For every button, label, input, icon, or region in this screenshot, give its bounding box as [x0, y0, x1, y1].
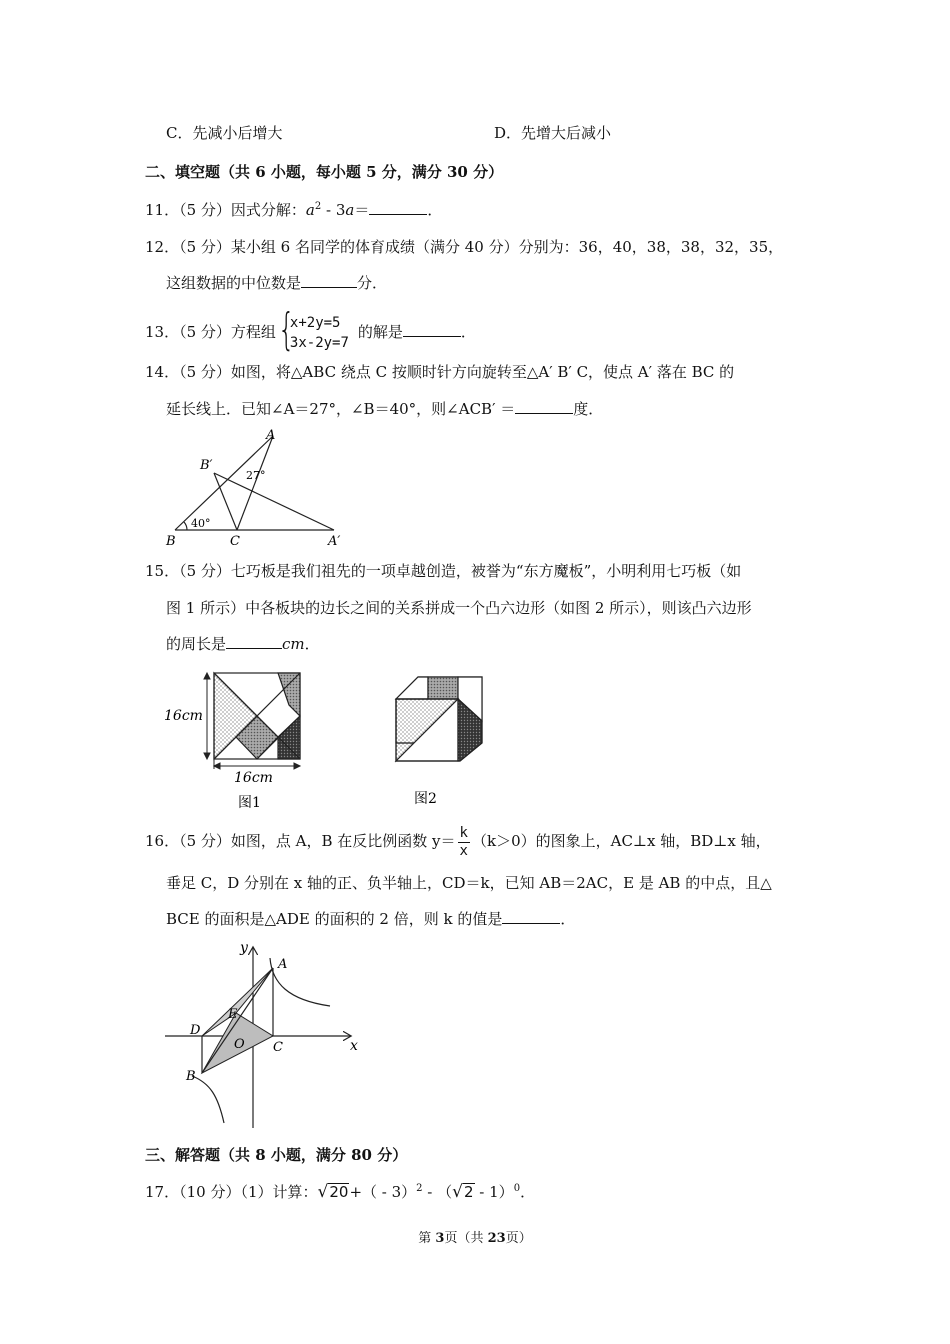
- question-13: [145, 304, 476, 355]
- section3-heading: 三、解答题（共 8 小题，满分 80 分）: [145, 1146, 408, 1164]
- q17-mid2: - （: [422, 1183, 453, 1201]
- option-c: C．先减小后增大: [166, 124, 283, 142]
- question-12-line2: [166, 273, 387, 293]
- label-y: y: [240, 940, 248, 956]
- radical-icon: √: [317, 1182, 329, 1202]
- q12-answer-blank[interactable]: [301, 273, 357, 288]
- question-12-line1: 12．（5 分）某小组 6 名同学的体育成绩（满分 40 分）分别为：36，40，38，38，32，35，: [145, 238, 784, 256]
- label-b: B: [166, 534, 176, 549]
- footer-mid: 页（共: [444, 1231, 488, 1246]
- fig1-side-label: 16cm: [164, 708, 203, 724]
- question-16-line2: 垂足 C，D 分别在 x 轴的正、负半轴上，CD＝k，已知 AB＝2AC，E 是 AB 的中点，且△: [166, 874, 772, 892]
- q15-text: 的周长是: [166, 635, 227, 653]
- sqrt-2: 2: [463, 1183, 474, 1201]
- label-27-degrees: 27°: [246, 469, 266, 482]
- q14-text: 延长线上．已知∠A＝27°，∠B＝40°，则∠ACB′ ＝: [166, 400, 516, 418]
- q16-end: ．: [560, 910, 576, 928]
- segment-ab: [202, 968, 273, 1073]
- q16-text-a: 16．（5 分）如图，点 A，B 在反比例函数 y＝: [145, 832, 456, 850]
- q14-triangle-figure: [160, 425, 360, 550]
- q11-equals: ＝: [354, 201, 370, 219]
- label-b-prime: B′: [200, 458, 213, 473]
- label-a: A: [278, 957, 288, 972]
- q14-answer-blank[interactable]: [515, 399, 573, 414]
- question-14-line1: 14．（5 分）如图，将△ABC 绕点 C 按顺时针方向旋转至△A′ B′ C，使点 A′ 落在 BC 的: [145, 363, 735, 381]
- q17-exponent-0: 0: [513, 1183, 521, 1194]
- fig1-bottom-label: 16cm: [234, 770, 273, 786]
- q15-end: ．: [304, 635, 320, 653]
- q11-prefix: 11．（5 分）因式分解：: [145, 201, 306, 219]
- q11-var-a: a: [305, 201, 315, 219]
- q11-var-a2: a: [345, 201, 355, 219]
- label-a: A: [266, 428, 276, 443]
- segment-b-prime-a-prime: [214, 473, 334, 530]
- label-o: O: [234, 1037, 245, 1052]
- q15-answer-blank[interactable]: [226, 634, 282, 649]
- tangram-figure-2: [396, 677, 482, 761]
- q16-text-b: （k＞0）的图象上，AC⊥x 轴，BD⊥x 轴，: [471, 832, 771, 850]
- question-14-line2: [166, 399, 603, 419]
- footer-pre: 第: [418, 1231, 436, 1246]
- question-16-line1: [145, 824, 771, 858]
- q13-suffix: 的解是: [357, 323, 403, 341]
- q12-text: 这组数据的中位数是: [166, 274, 302, 292]
- label-c: C: [273, 1040, 283, 1055]
- question-15-line1: 15．（5 分）七巧板是我们祖先的一项卓越创造，被誉为“东方魔板”，小明利用七巧板（如: [145, 562, 742, 580]
- q17-end: ．: [520, 1183, 536, 1201]
- section2-heading: 二、填空题（共 6 小题，每小题 5 分，满分 30 分）: [145, 163, 504, 181]
- label-b: B: [186, 1069, 196, 1084]
- fig1-caption: 图1: [238, 795, 261, 811]
- q15-unit: cm: [282, 635, 305, 653]
- question-17: [145, 1182, 535, 1202]
- label-a-prime: A′: [328, 534, 341, 549]
- q16-text-c: BCE 的面积是△ADE 的面积的 2 倍，则 k 的值是: [166, 910, 503, 928]
- question-11: [145, 200, 442, 220]
- hyperbola-branch-lower: [192, 1076, 224, 1123]
- q11-mid: - 3: [321, 201, 346, 219]
- fraction-denominator: x: [459, 842, 468, 859]
- question-16-line3: [166, 909, 575, 929]
- fig2-caption: 图2: [414, 791, 437, 807]
- brace-icon: {: [277, 304, 295, 355]
- tangram-figures: [160, 665, 500, 815]
- q12-unit: 分．: [357, 274, 388, 292]
- sqrt-20: 20: [329, 1183, 349, 1201]
- radical-icon: √: [452, 1182, 463, 1202]
- q13-answer-blank[interactable]: [403, 322, 461, 337]
- question-15-line2: 图 1 所示）中各板块的边长之间的关系拼成一个凸六边形（如图 2 所示），则该凸六边形: [166, 599, 752, 617]
- fraction-k-over-x: [458, 825, 470, 860]
- label-c: C: [230, 534, 240, 549]
- equation-1: x+2y=5: [289, 315, 341, 331]
- fraction-numerator: k: [459, 824, 468, 841]
- q17-mid: +（ - 3）: [349, 1183, 417, 1201]
- q16-answer-blank[interactable]: [502, 909, 560, 924]
- tangram-figure-1: [214, 673, 300, 759]
- q11-answer-blank[interactable]: [369, 200, 427, 215]
- q14-unit: 度．: [573, 400, 604, 418]
- fig2-top-square: [428, 677, 458, 699]
- equation-2: 3x-2y=7: [289, 335, 349, 351]
- q17-exponent-2: 2: [416, 1183, 423, 1194]
- segment-ac: [237, 436, 273, 530]
- q13-end: ．: [460, 323, 476, 341]
- q17-prefix: 17．（10 分）（1）计算：: [145, 1183, 318, 1201]
- q13-prefix: 13．（5 分）方程组: [145, 323, 276, 341]
- page-number: 3: [435, 1231, 445, 1246]
- question-15-line3: [166, 634, 320, 654]
- option-d: D．先增大后减小: [494, 124, 612, 142]
- q16-coordinate-figure: [160, 938, 370, 1133]
- q11-exponent: 2: [314, 201, 322, 212]
- label-e: E: [228, 1007, 238, 1022]
- equation-system: [277, 304, 356, 355]
- page-total: 23: [487, 1231, 506, 1246]
- q11-end: ．: [427, 201, 443, 219]
- q17-mid3: - 1）: [474, 1183, 514, 1201]
- label-d: D: [190, 1023, 201, 1038]
- segment-ba: [175, 436, 273, 530]
- label-x: x: [350, 1038, 358, 1054]
- page-footer: [0, 1227, 950, 1246]
- angle-b-arc: [184, 522, 187, 530]
- label-40-degrees: 40°: [191, 517, 211, 530]
- footer-post: 页）: [505, 1231, 532, 1246]
